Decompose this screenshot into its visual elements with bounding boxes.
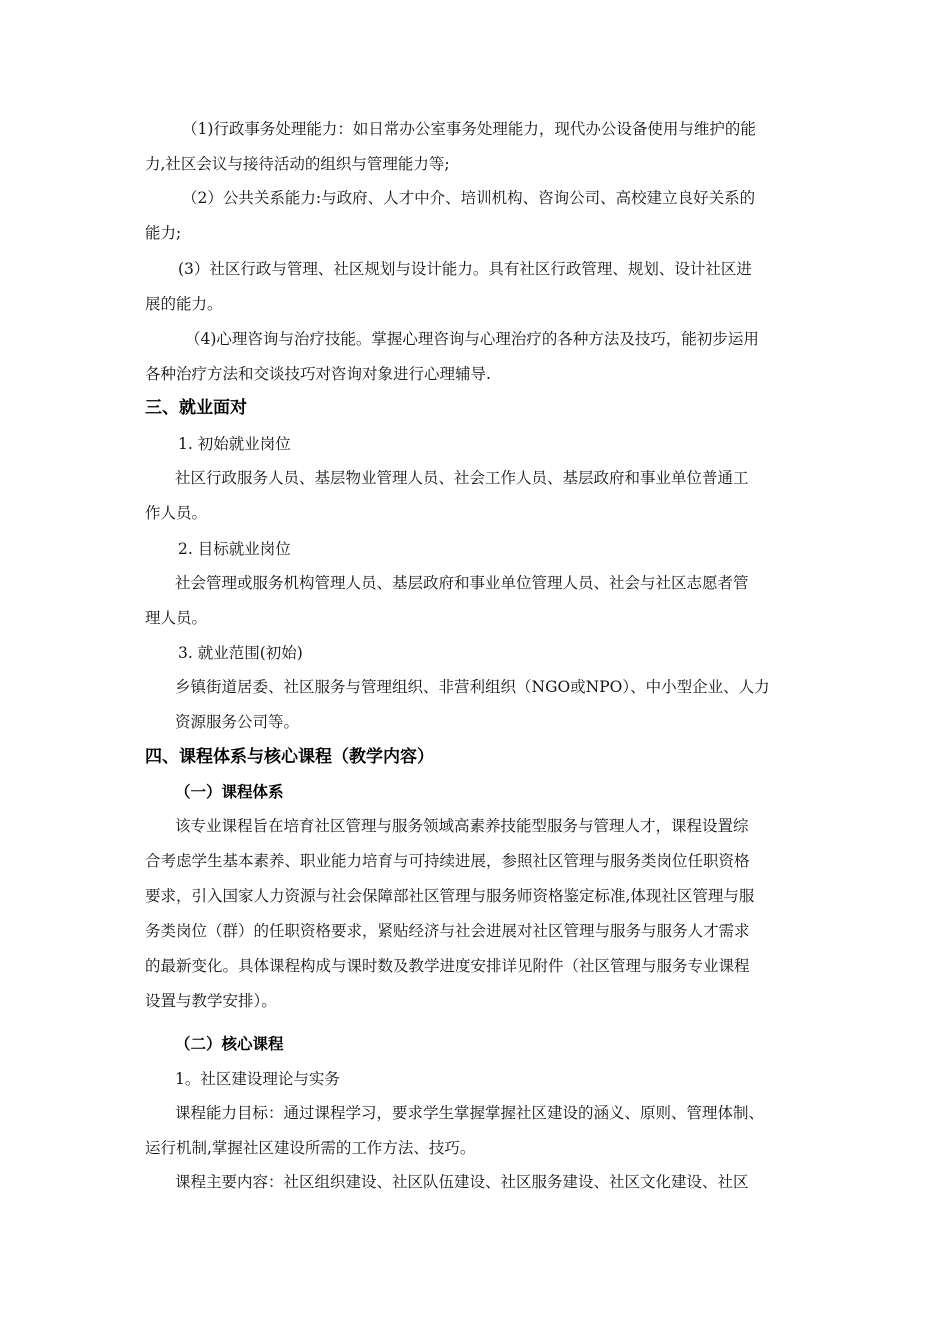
paragraph-line: （4)心理咨询与治疗技能。掌握心理咨询与心理治疗的各种方法及技巧，能初步运用 xyxy=(185,330,759,348)
paragraph-line: 作人员。 xyxy=(145,504,208,522)
section-heading-curriculum: 四、课程体系与核心课程（教学内容） xyxy=(145,747,434,767)
paragraph-line: 社会管理或服务机构管理人员、基层政府和事业单位管理人员、社会与社区志愿者管 xyxy=(175,574,749,592)
list-item-title: 2. 目标就业岗位 xyxy=(178,540,291,558)
paragraph-line: 各种治疗方法和交谈技巧对咨询对象进行心理辅导. xyxy=(145,365,491,383)
paragraph-line: 资源服务公司等。 xyxy=(175,713,300,731)
paragraph-line: 的最新变化。具体课程构成与课时数及教学进度安排详见附件（社区管理与服务专业课程 xyxy=(145,957,750,975)
paragraph-line: （2）公共关系能力:与政府、人才中介、培训机构、咨询公司、高校建立良好关系的 xyxy=(182,189,756,207)
section-heading-employment: 三、就业面对 xyxy=(145,398,247,418)
paragraph-line: 该专业课程旨在培育社区管理与服务领域高素养技能型服务与管理人才，课程设置综 xyxy=(175,817,749,835)
course-title: 1。社区建设理论与实务 xyxy=(175,1070,340,1088)
paragraph-line: 运行机制,掌握社区建设所需的工作方法、技巧。 xyxy=(145,1139,476,1157)
list-item-title: 1. 初始就业岗位 xyxy=(178,435,291,453)
paragraph-line: 展的能力。 xyxy=(145,295,223,313)
paragraph-line: (3）社区行政与管理、社区规划与设计能力。具有社区行政管理、规划、设计社区进 xyxy=(178,260,752,278)
paragraph-line: 设置与教学安排）。 xyxy=(145,992,277,1010)
paragraph-line: 课程能力目标：通过课程学习，要求学生掌握掌握社区建设的涵义、原则、管理体制、 xyxy=(175,1104,765,1122)
paragraph-line: 社区行政服务人员、基层物业管理人员、社会工作人员、基层政府和事业单位普通工 xyxy=(175,469,749,487)
paragraph-line: 能力; xyxy=(145,224,182,242)
list-item-title: 3. 就业范围(初始) xyxy=(178,644,303,662)
subsection-heading-course-system: （一）课程体系 xyxy=(175,783,284,801)
paragraph-line: 乡镇街道居委、社区服务与管理组织、非营利组织（NGO或NPO）、中小型企业、人力 xyxy=(175,678,770,696)
paragraph-line: 课程主要内容：社区组织建设、社区队伍建设、社区服务建设、社区文化建设、社区 xyxy=(175,1173,749,1191)
paragraph-line: 要求，引入国家人力资源与社会保障部社区管理与服务师资格鉴定标准,体现社区管理与服 xyxy=(145,887,755,905)
paragraph-line: （1)行政事务处理能力：如日常办公室事务处理能力，现代办公设备使用与维护的能 xyxy=(182,120,756,138)
paragraph-line: 合考虑学生基本素养、职业能力培育与可持续进展，参照社区管理与服务类岗位任职资格 xyxy=(145,852,750,870)
paragraph-line: 力,社区会议与接待活动的组织与管理能力等; xyxy=(145,155,450,173)
paragraph-line: 务类岗位（群）的任职资格要求，紧贴经济与社会进展对社区管理与服务与服务人才需求 xyxy=(145,922,750,940)
subsection-heading-core-courses: （二）核心课程 xyxy=(175,1035,284,1053)
paragraph-line: 理人员。 xyxy=(145,609,208,627)
